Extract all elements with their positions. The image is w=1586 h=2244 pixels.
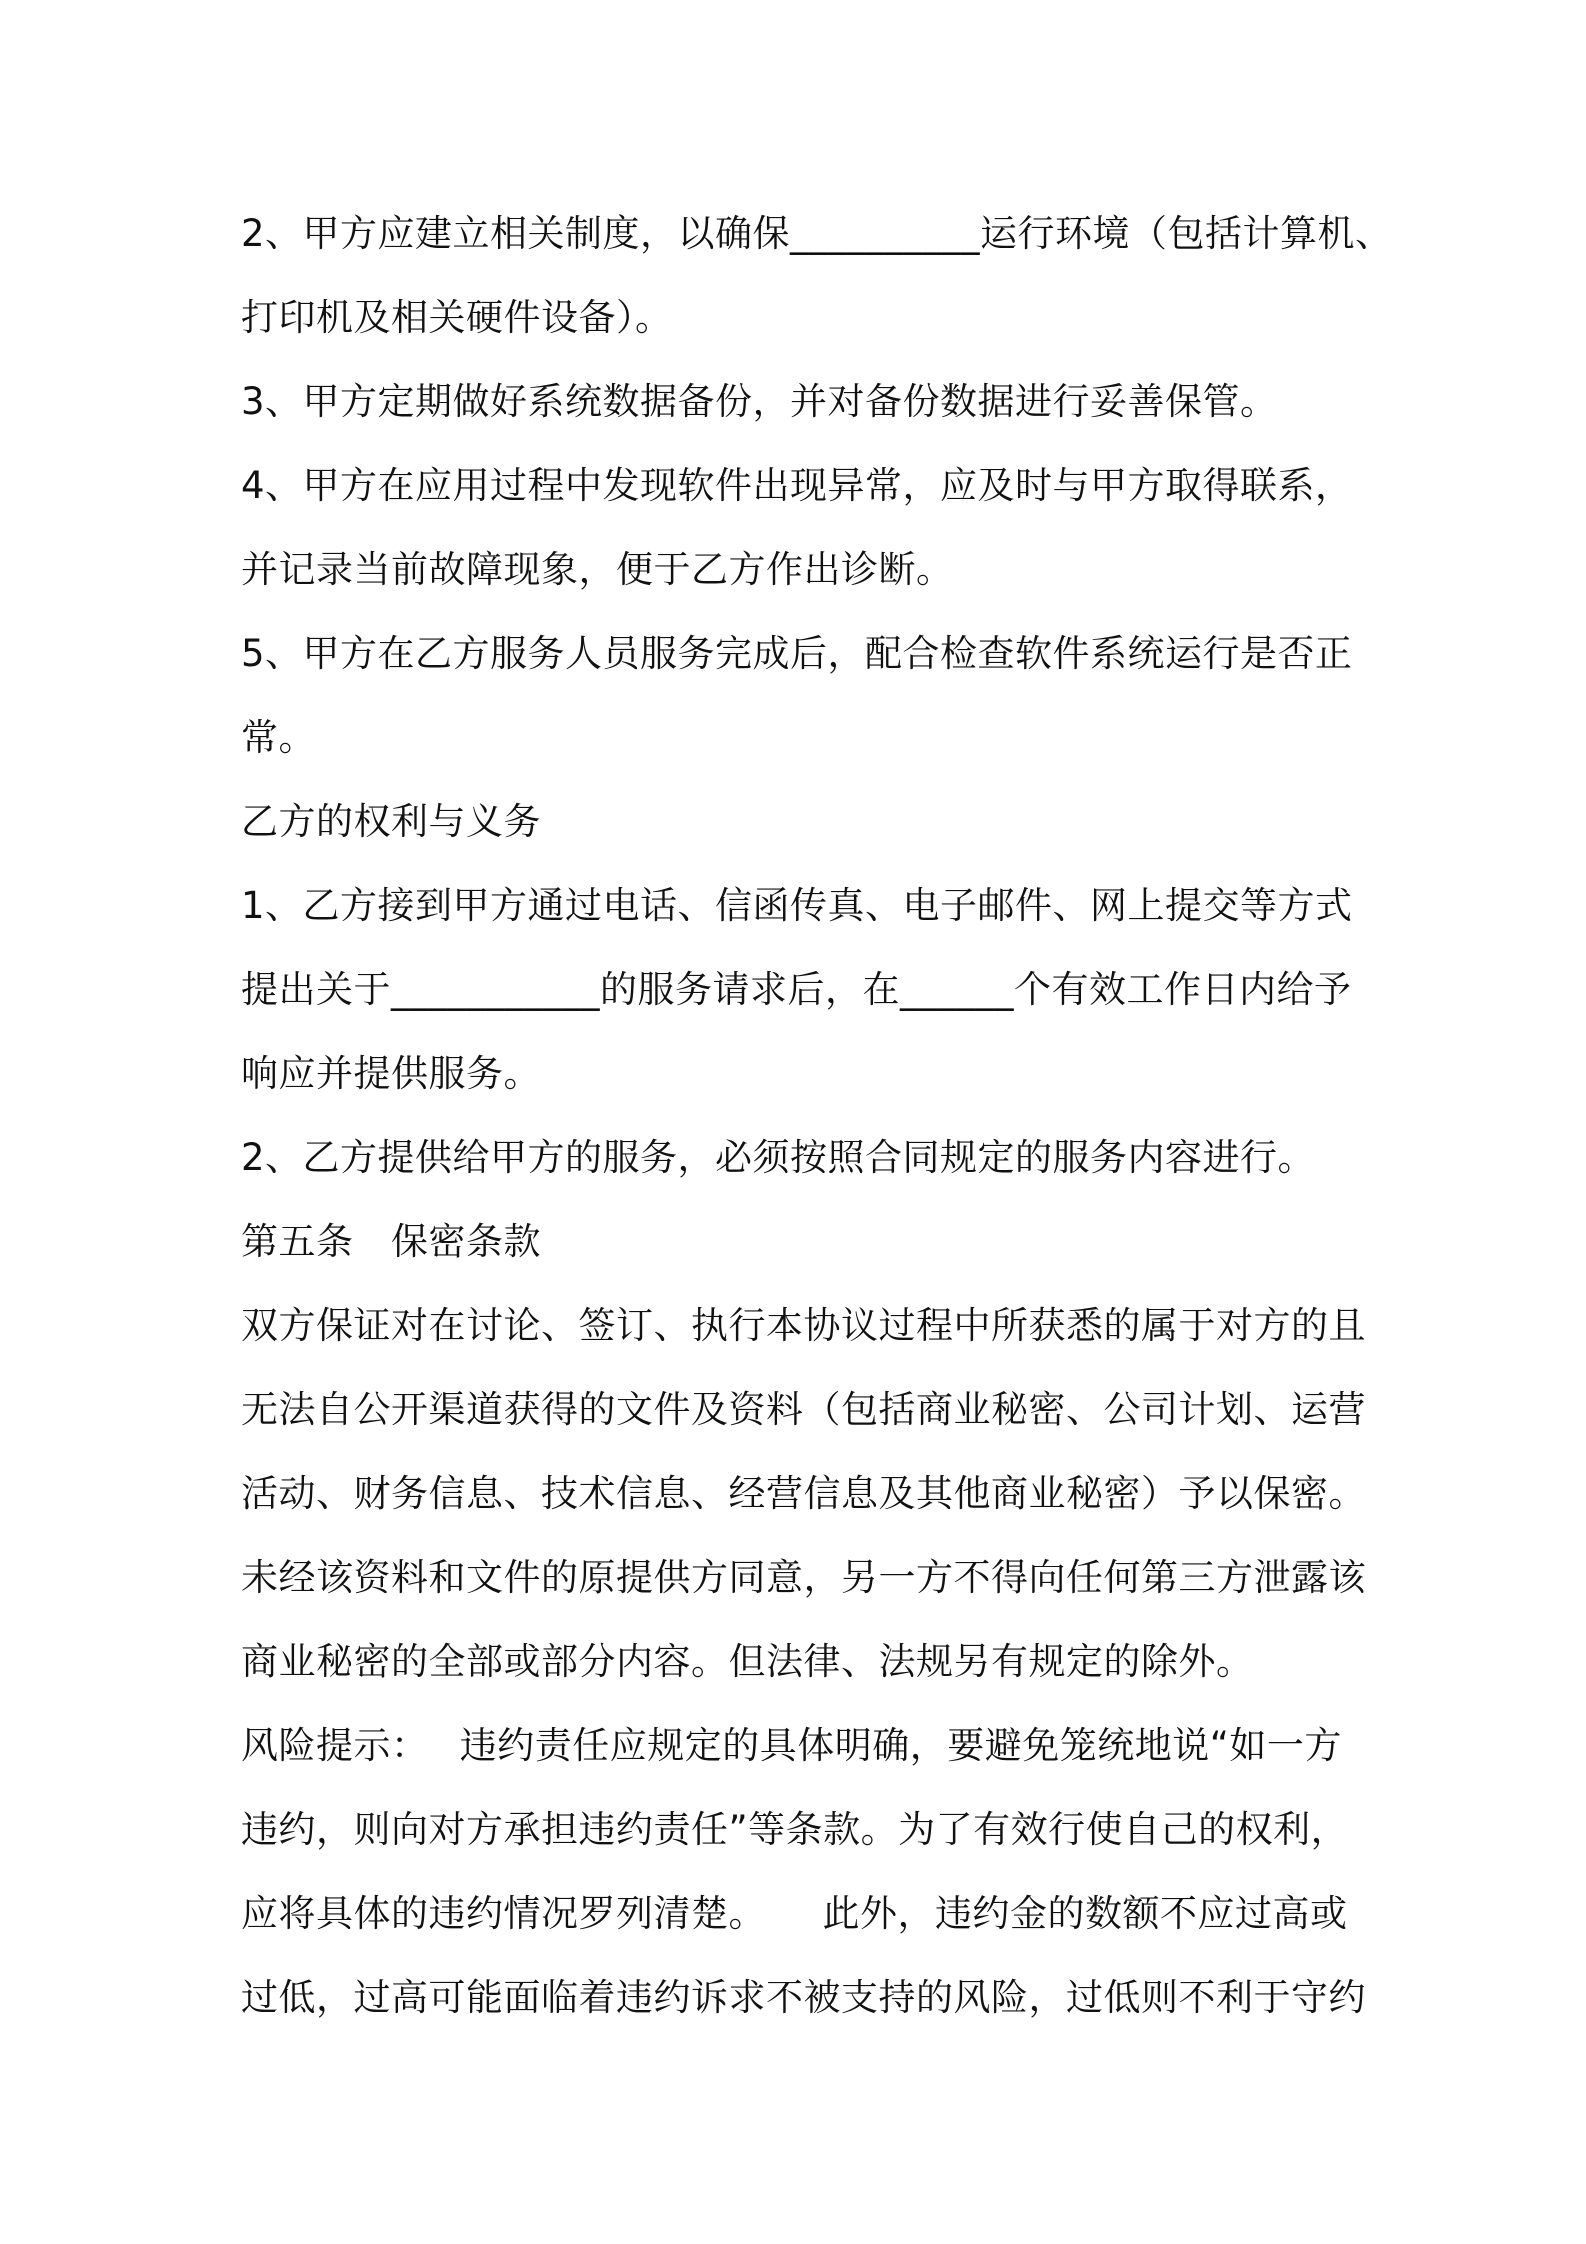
text-line: 双方保证对在讨论、签订、执行本协议过程中所获悉的属于对方的且 [241, 1304, 1366, 1347]
document-body [241, 192, 1393, 2040]
text-line: 违约，则向对方承担违约责任”等条款。为了有效行使自己的权利， [241, 1808, 1349, 1851]
text-line: 过低，过高可能面临着违约诉求不被支持的风险，过低则不利于守约 [241, 1976, 1366, 2019]
text-line: 2、乙方提供给甲方的服务，必须按照合同规定的服务内容进行。 [241, 1136, 1316, 1179]
text-line: 应将具体的违约情况罗列清楚。 此外，违约金的数额不应过高或 [241, 1892, 1348, 1935]
text-line: 5、甲方在乙方服务人员服务完成后，配合检查软件系统运行是否正 [241, 632, 1353, 675]
text-line: 风险提示： 违约责任应规定的具体明确，要避免笼统地说“如一方 [241, 1724, 1342, 1767]
text-line: 响应并提供服务。 [241, 1052, 541, 1095]
text-line: 未经该资料和文件的原提供方同意，另一方不得向任何第三方泄露该 [241, 1556, 1366, 1599]
text-line: 商业秘密的全部或部分内容。但法律、法规另有规定的除外。 [241, 1640, 1254, 1683]
text-line: 2、甲方应建立相关制度，以确保__________运行环境（包括计算机、 [241, 212, 1393, 255]
text-line: 无法自公开渠道获得的文件及资料（包括商业秘密、公司计划、运营 [241, 1388, 1366, 1431]
text-line: 1、乙方接到甲方通过电话、信函传真、电子邮件、网上提交等方式 [241, 884, 1353, 927]
text-line: 提出关于___________的服务请求后，在______个有效工作日内给予 [241, 968, 1352, 1011]
text-line: 3、甲方定期做好系统数据备份，并对备份数据进行妥善保管。 [241, 380, 1278, 423]
text-line: 并记录当前故障现象，便于乙方作出诊断。 [241, 548, 954, 591]
text-line: 4、甲方在应用过程中发现软件出现异常，应及时与甲方取得联系， [241, 464, 1353, 507]
text-line: 常。 [241, 716, 316, 759]
section-heading: 乙方的权利与义务 [241, 800, 541, 843]
text-line: 活动、财务信息、技术信息、经营信息及其他商业秘密）予以保密。 [241, 1472, 1366, 1515]
text-line: 打印机及相关硬件设备）。 [241, 296, 673, 339]
section-heading: 第五条 保密条款 [241, 1220, 541, 1263]
